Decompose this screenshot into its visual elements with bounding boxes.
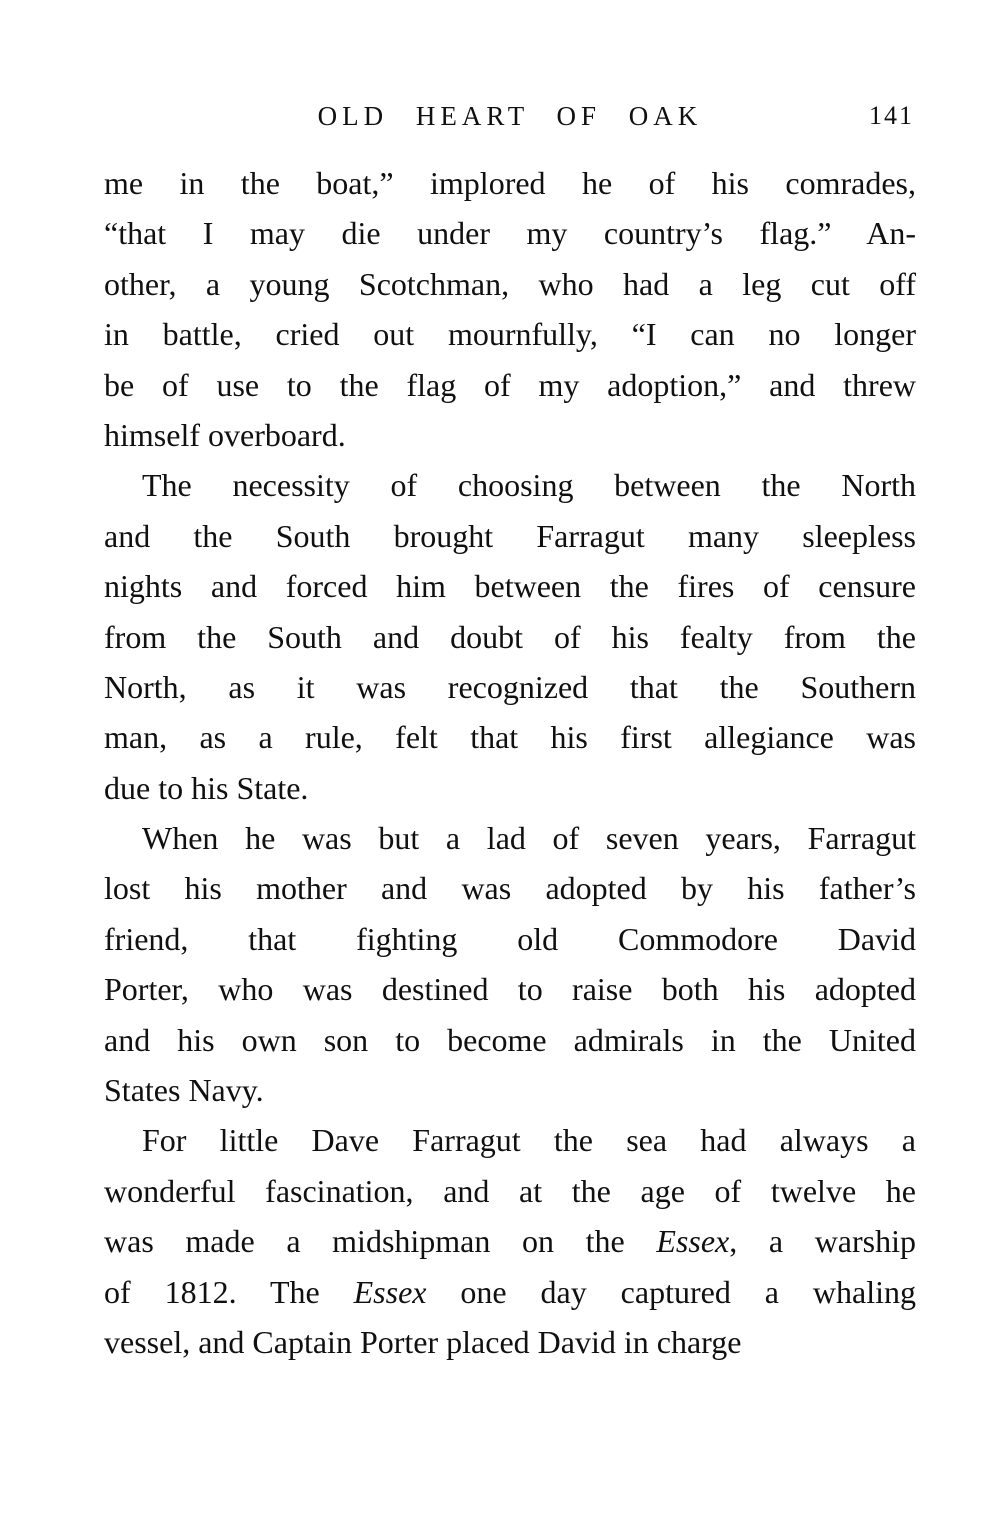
- text-segment: vessel, and Captain Porter placed David in charge: [104, 1323, 742, 1360]
- text-line: [104, 612, 916, 662]
- text-segment: friend, that fighting old Commodore David: [104, 920, 916, 957]
- text-segment: and his own son to become admirals in the United: [104, 1021, 916, 1058]
- text-segment: and the South brought Farragut many sleepless: [104, 517, 916, 554]
- text-line: [104, 511, 916, 561]
- text-line: [104, 914, 916, 964]
- text-line: [104, 259, 916, 309]
- text-segment: be of use to the flag of my adoption,” and threw: [104, 366, 916, 403]
- text-line: [104, 964, 916, 1014]
- paragraph: [104, 460, 916, 813]
- text-segment: from the South and doubt of his fealty from the: [104, 618, 916, 655]
- text-segment: lost his mother and was adopted by his father’s: [104, 870, 916, 907]
- text-segment: wonderful fascination, and at the age of twelve he: [104, 1172, 916, 1209]
- text-segment: of 1812. The: [104, 1273, 354, 1310]
- paragraph: [104, 813, 916, 1115]
- chapter-title: OLD HEART OF OAK: [317, 101, 703, 131]
- italic-text: Essex: [656, 1223, 730, 1260]
- text-segment: North, as it was recognized that the Southern: [104, 668, 916, 705]
- text-line: [104, 1115, 916, 1165]
- text-line: [104, 1216, 916, 1266]
- text-line: [104, 1267, 916, 1317]
- text-segment: When he was but a lad of seven years, Farragut: [142, 820, 916, 857]
- text-line: [104, 460, 916, 510]
- text-line: [104, 863, 916, 913]
- text-segment: nights and forced him between the fires of censure: [104, 568, 916, 605]
- text-segment: me in the boat,” implored he of his comrades,: [104, 165, 916, 201]
- text-line: [104, 813, 916, 863]
- paragraph: [104, 158, 916, 460]
- text-line: [104, 158, 916, 208]
- text-line: [104, 309, 916, 359]
- text-line: [104, 712, 916, 762]
- text-line: [104, 1065, 916, 1115]
- text-segment: himself overboard.: [104, 416, 346, 453]
- text-line: [104, 1166, 916, 1216]
- text-line: [104, 1015, 916, 1065]
- italic-text: Essex: [353, 1273, 427, 1310]
- text-segment: due to his State.: [104, 769, 309, 806]
- paragraph: [104, 1115, 916, 1367]
- page-number: 141: [869, 101, 914, 130]
- text-line: [104, 662, 916, 712]
- text-segment: The necessity of choosing between the North: [142, 467, 916, 504]
- text-line: [104, 561, 916, 611]
- text-segment: one day captured a whaling: [426, 1273, 917, 1310]
- text-segment: “that I may die under my country’s flag.” An-: [104, 215, 916, 252]
- text-segment: was made a midshipman on the: [104, 1223, 657, 1260]
- text-segment: States Navy.: [104, 1072, 264, 1109]
- running-head: [104, 98, 916, 134]
- text-segment: , a warship: [729, 1223, 917, 1260]
- text-line: [104, 1317, 916, 1367]
- text-body: [104, 158, 916, 1367]
- text-segment: Porter, who was destined to raise both his adopted: [104, 971, 916, 1008]
- text-segment: For little Dave Farragut the sea had always a: [142, 1122, 916, 1159]
- text-segment: in battle, cried out mournfully, “I can no longer: [104, 316, 916, 353]
- text-segment: other, a young Scotchman, who had a leg cut off: [104, 265, 916, 302]
- text-segment: man, as a rule, felt that his first allegiance was: [104, 719, 916, 756]
- text-line: [104, 360, 916, 410]
- text-line: [104, 410, 916, 460]
- text-line: [104, 763, 916, 813]
- text-line: [104, 208, 916, 258]
